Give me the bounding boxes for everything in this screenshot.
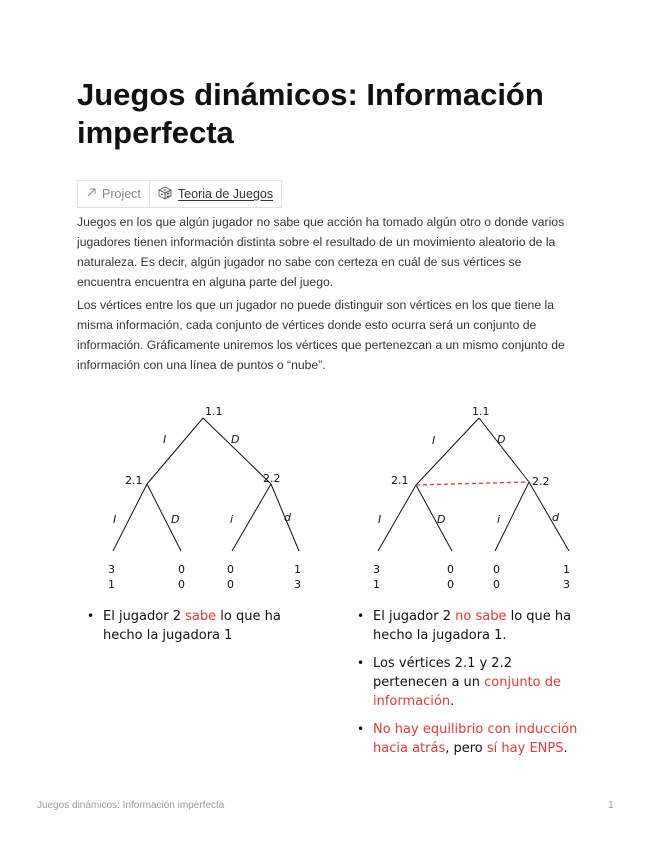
tree1-node-left: 2.1 xyxy=(125,474,143,487)
tree2-leaf-branch-1: I xyxy=(378,513,382,526)
tree1-leaf-branch-4: d xyxy=(284,511,291,524)
tree1-branch-left: I xyxy=(163,433,167,446)
tree2-root-label: 1.1 xyxy=(472,405,490,418)
tree2-payoff-p1-1: 3 xyxy=(373,563,380,576)
tree2-payoff-p2-1: 1 xyxy=(373,578,380,591)
tree1-root-label: 1.1 xyxy=(205,405,223,418)
tree1-payoff-p1-2: 0 xyxy=(178,563,185,576)
tree2-payoff-p1-2: 0 xyxy=(447,563,454,576)
property-row xyxy=(77,180,282,208)
tree1-leaf-branch-1: I xyxy=(113,513,117,526)
tree2-leaf-branch-2: D xyxy=(437,513,446,526)
tree1-branch-right: D xyxy=(231,433,240,446)
tree2-payoff-p2-3: 0 xyxy=(493,578,500,591)
game-tree-imperfect-info xyxy=(373,405,570,591)
list-item: • No hay equilibrio con inducción hacia atrás, pero sí hay ENPS. xyxy=(357,720,582,758)
arrow-up-right-icon xyxy=(86,187,97,201)
page-title: Juegos dinámicos: Información imperfecta xyxy=(77,77,544,150)
tree1-payoff-p2-1: 1 xyxy=(108,578,115,591)
game-trees-diagram xyxy=(77,394,597,604)
project-link[interactable] xyxy=(150,181,281,207)
left-bullet-list xyxy=(87,607,292,654)
tree1-payoff-p2-4: 3 xyxy=(294,578,301,591)
tree2-branch-left: I xyxy=(432,434,436,447)
information-set-line xyxy=(416,482,529,485)
tree1-payoff-p1-1: 3 xyxy=(108,563,115,576)
paragraph-information-sets: Los vértices entre los que un jugador no puede distinguir son vértices en los que tiene la misma información, cada conjunto de vértices donde esto ocurra será un conjunto de información. Gráficamente uniremos los vértices que pertenezcan a un mismo conjunto de información con una línea de puntos o “nube”. xyxy=(77,298,565,372)
tree2-leaf-branch-4: d xyxy=(552,511,559,524)
tree2-node-right: 2.2 xyxy=(532,475,550,488)
tree2-payoff-p2-4: 3 xyxy=(563,578,570,591)
right-bullet-list xyxy=(357,607,582,767)
tree1-payoff-p1-4: 1 xyxy=(294,563,301,576)
footer-title: Juegos dinámicos: Información imperfecta xyxy=(37,800,225,811)
project-link-label[interactable]: Teoria de Juegos xyxy=(177,187,274,201)
tree1-payoff-p1-3: 0 xyxy=(227,563,234,576)
property-key xyxy=(78,181,150,207)
tree1-payoff-p2-2: 0 xyxy=(178,578,185,591)
property-key-label: Project xyxy=(102,187,141,201)
tree2-payoff-p2-2: 0 xyxy=(447,578,454,591)
list-item: • Los vértices 2.1 y 2.2 pertenecen a un conjunto de información. xyxy=(357,654,582,711)
dice-icon xyxy=(158,186,172,203)
game-tree-perfect-info xyxy=(108,405,301,591)
tree2-node-left: 2.1 xyxy=(391,474,409,487)
footer-page-number: 1 xyxy=(608,800,614,811)
game-trees-figure xyxy=(77,394,597,754)
tree2-branch-right: D xyxy=(497,433,506,446)
paragraph-intro: Juegos en los que algún jugador no sabe que acción ha tomado algún otro o donde varios jugadores tienen información distinta sobre el resultado de un movimiento aleatorio de la naturaleza. Es decir, algún jugador no sabe con certeza en cuál de sus vértices se encuentra encuentra en alguna parte del juego. xyxy=(77,215,565,289)
list-item: • El jugador 2 sabe lo que ha hecho la jugadora 1 xyxy=(87,607,292,645)
tree2-leaf-branch-3: i xyxy=(497,513,501,526)
tree2-payoff-p1-4: 1 xyxy=(563,563,570,576)
list-item: • El jugador 2 no sabe lo que ha hecho la jugadora 1. xyxy=(357,607,582,645)
tree1-node-right: 2.2 xyxy=(263,472,281,485)
tree1-leaf-branch-2: D xyxy=(171,513,180,526)
tree1-leaf-branch-3: i xyxy=(230,513,234,526)
tree2-payoff-p1-3: 0 xyxy=(493,563,500,576)
tree1-payoff-p2-3: 0 xyxy=(227,578,234,591)
